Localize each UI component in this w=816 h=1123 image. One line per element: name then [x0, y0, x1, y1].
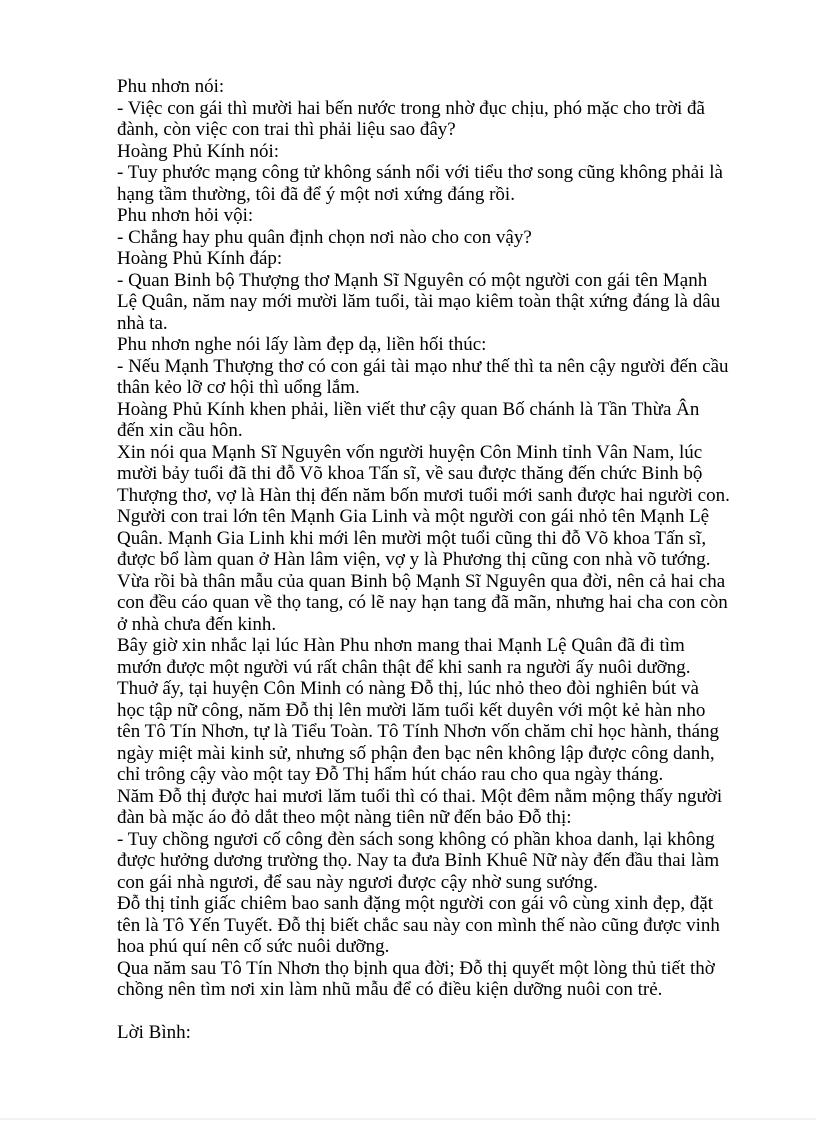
- text-line: thân kẻo lỡ cơ hội thì uổng lắm.: [117, 377, 360, 398]
- text-line: Phu nhơn hỏi vội:: [117, 205, 254, 226]
- text-line: Năm Đỗ thị được hai mươi lăm tuổi thì có thai. Một đêm nằm mộng thấy người: [117, 785, 723, 807]
- text-line: nhà ta.: [117, 312, 168, 334]
- text-line: - Tuy phước mạng công tử không sánh nổi với tiểu thơ song cũng không phải là: [117, 162, 723, 183]
- text-line: chồng nên tìm nơi xin làm nhũ mẫu để có điều kiện dưỡng nuôi con trẻ.: [117, 979, 663, 1000]
- text-line: Người con trai lớn tên Mạnh Gia Linh và một người con gái nhỏ tên Mạnh Lệ: [117, 506, 710, 527]
- text-line: Xin nói qua Mạnh Sĩ Nguyên vốn người huyện Côn Minh tỉnh Vân Nam, lúc: [117, 441, 703, 463]
- text-line: chỉ trông cậy vào một tay Đỗ Thị hẩm hút cháo rau cho qua ngày tháng.: [117, 764, 664, 785]
- text-line: con gái nhà ngươi, để sau này ngươi được cậy nhờ sung sướng.: [117, 871, 598, 893]
- text-line: tên là Tô Yến Tuyết. Đỗ thị biết chắc sau này con mình thế nào cũng được vinh: [117, 914, 720, 936]
- text-line: được hưởng dương trường thọ. Nay ta đưa Bỉnh Khuê Nữ này đến đầu thai làm: [117, 850, 720, 871]
- text-line: Đỗ thị tỉnh giấc chiêm bao sanh đặng một người con gái vô cùng xinh đẹp, đặt: [117, 893, 714, 914]
- text-line: tên Tô Tín Nhơn, tự là Tiểu Toàn. Tô Tính Nhơn vốn chăm chỉ học hành, tháng: [117, 721, 720, 742]
- text-line: ngày miệt mài kinh sử, nhưng số phận đen bạc nên không lập được công danh,: [117, 742, 715, 764]
- text-line: Vừa rồi bà thân mẫu của quan Binh bộ Mạnh Sĩ Nguyên qua đời, nên cả hai cha: [117, 570, 726, 592]
- text-line: Phu nhơn nghe nói lấy làm đẹp dạ, liền hối thúc:: [117, 334, 487, 355]
- text-line: học tập nữ công, năm Đỗ thị lên mười lăm tuổi kết duyên với một kẻ hàn nho: [117, 699, 706, 721]
- section-heading-loi-binh: Lời Bình:: [117, 1022, 191, 1043]
- text-line: - Nếu Mạnh Thượng thơ có con gái tài mạo như thế thì ta nên cậy người đến cầu: [117, 355, 729, 377]
- text-line: - Tuy chồng ngươi cố công đèn sách song không có phần khoa danh, lại không: [117, 828, 715, 850]
- text-line: - Chẳng hay phu quân định chọn nơi nào cho con vậy?: [117, 226, 532, 248]
- text-line: Qua năm sau Tô Tín Nhơn thọ bịnh qua đời; Đỗ thị quyết một lòng thủ tiết thờ: [117, 957, 715, 979]
- text-line: Hoàng Phủ Kính khen phải, liền viết thư cậy quan Bố chánh là Tần Thừa Ân: [117, 398, 700, 420]
- text-line: Quân. Mạnh Gia Linh khi mới lên mười một tuổi cũng thi đỗ Võ khoa Tấn sĩ,: [117, 527, 707, 549]
- text-line: - Quan Binh bộ Thượng thơ Mạnh Sĩ Nguyên có một người con gái tên Mạnh: [117, 269, 708, 291]
- text-line: Thượng thơ, vợ là Hàn thị đến năm bốn mươi tuổi mới sanh được hai người con.: [117, 484, 730, 506]
- text-line: Phu nhơn nói:: [117, 76, 225, 97]
- page-bottom-edge: [0, 1118, 816, 1120]
- text-line: Hoàng Phủ Kính nói:: [117, 140, 280, 162]
- text-line: đành, còn việc con trai thì phải liệu sao đây?: [117, 119, 456, 140]
- text-line: Bây giờ xin nhắc lại lúc Hàn Phu nhơn mang thai Mạnh Lệ Quân đã đi tìm: [117, 635, 685, 656]
- text-line: mười bảy tuổi đã thi đỗ Võ khoa Tấn sĩ, về sau được thăng đến chức Binh bộ: [117, 463, 703, 484]
- text-line: mướn được một người vú rất chân thật để khi sanh ra người ấy nuôi dưỡng.: [117, 656, 691, 678]
- text-line: đàn bà mặc áo đỏ dắt theo một nàng tiên nữ đến bảo Đỗ thị:: [117, 807, 572, 828]
- text-line: con đều cáo quan về thọ tang, có lẽ nay hạn tang đã mãn, nhưng hai cha con còn: [117, 592, 728, 613]
- text-line: Thuở ấy, tại huyện Côn Minh có nàng Đỗ thị, lúc nhỏ theo đòi nghiên bút và: [117, 678, 699, 699]
- text-line: hoa phú quí nên cố sức nuôi dưỡng.: [117, 936, 390, 957]
- blank-line: [117, 1001, 767, 1023]
- text-line: đến xin cầu hôn.: [117, 420, 243, 441]
- text-line: Hoàng Phủ Kính đáp:: [117, 248, 283, 269]
- text-line: - Việc con gái thì mười hai bến nước trong nhờ đục chịu, phó mặc cho trời đã: [117, 97, 705, 119]
- text-line: hạng tầm thường, tôi đã để ý một nơi xứng đáng rồi.: [117, 183, 515, 205]
- document-body: [117, 76, 767, 1044]
- text-line: Lệ Quân, năm nay mới mười lăm tuổi, tài mạo kiêm toàn thật xứng đáng là dâu: [117, 291, 721, 312]
- text-line: ở nhà chưa đến kinh.: [117, 613, 277, 635]
- text-line: được bổ làm quan ở Hàn lâm viện, vợ y là Phương thị cũng con nhà võ tướng.: [117, 549, 711, 570]
